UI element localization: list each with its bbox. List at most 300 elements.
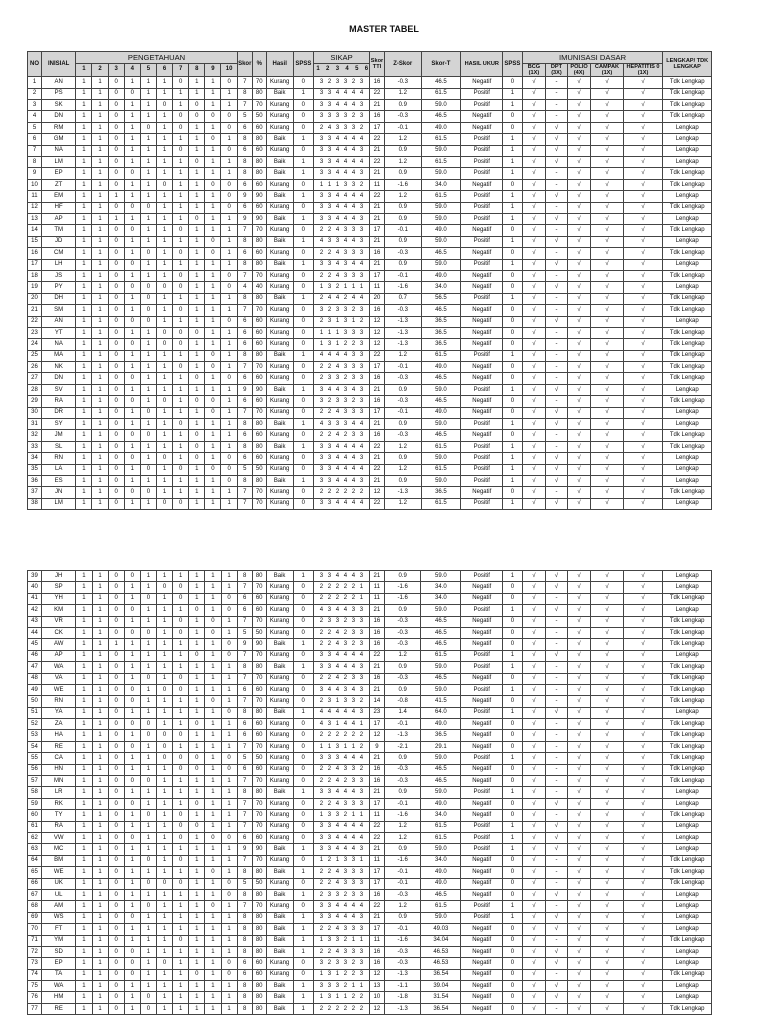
pengetahuan-cell: 1 bbox=[157, 616, 173, 627]
hepatitis-cell: √ bbox=[623, 730, 663, 741]
skor-tti-cell: 22 bbox=[369, 901, 384, 912]
pengetahuan-cell: 1 bbox=[189, 707, 205, 718]
pengetahuan-cell: 1 bbox=[205, 662, 221, 673]
pengetahuan-cell: 1 bbox=[140, 475, 156, 486]
sikap-cell: 3 bbox=[327, 375, 332, 382]
hepatitis-cell: √ bbox=[623, 832, 663, 843]
pengetahuan-cell: 1 bbox=[76, 1003, 92, 1014]
sikap-cell: 3 bbox=[359, 386, 364, 393]
pengetahuan-cell: 1 bbox=[124, 327, 140, 338]
spss2-cell: 1 bbox=[503, 157, 522, 168]
skort-cell: 59.0 bbox=[421, 259, 461, 270]
skor-cell: 6 bbox=[237, 248, 252, 259]
lengkap-cell: Tdk Lengkap bbox=[663, 327, 712, 338]
skor-tti-cell: 16 bbox=[369, 373, 384, 384]
col-lengkap-header: LENGKAP/ TDK LENGKAP bbox=[663, 52, 712, 77]
hepatitis-cell: √ bbox=[623, 582, 663, 593]
sikap-cell: 4 bbox=[343, 914, 348, 921]
pengetahuan-cell: 1 bbox=[173, 236, 189, 247]
pengetahuan-cell: 1 bbox=[156, 77, 172, 88]
sikap-cell: 1 bbox=[335, 329, 340, 336]
sikap-cells bbox=[314, 202, 370, 213]
pengetahuan-cell: 0 bbox=[108, 362, 124, 373]
skor-tti-cell: 16 bbox=[369, 396, 384, 407]
sikap-cell: 1 bbox=[335, 697, 340, 704]
sikap-cells bbox=[313, 684, 369, 695]
percent-cell: 70 bbox=[252, 776, 266, 787]
sikap-cell: 1 bbox=[359, 982, 364, 989]
sikap-cell: 2 bbox=[335, 1005, 340, 1012]
zskor-cell: -0.3 bbox=[384, 639, 421, 650]
pengetahuan-cell: 0 bbox=[108, 673, 124, 684]
sikap-cell: 3 bbox=[335, 959, 340, 966]
hasil-ukur-cell: Positif bbox=[461, 498, 503, 509]
dpt-cell: - bbox=[546, 741, 568, 752]
pengetahuan-cell: 0 bbox=[108, 821, 124, 832]
skort-cell: 59.0 bbox=[421, 202, 461, 213]
sikap-cell: 3 bbox=[359, 397, 364, 404]
sikap-cell: 3 bbox=[343, 306, 348, 313]
sikap-cell: 3 bbox=[335, 306, 340, 313]
pengetahuan-cell: 1 bbox=[157, 969, 173, 980]
row-no: 55 bbox=[28, 753, 42, 764]
pengetahuan-cell: 1 bbox=[124, 464, 140, 475]
pengetahuan-cell: 0 bbox=[108, 464, 124, 475]
pengetahuan-cell: 0 bbox=[108, 384, 124, 395]
pengetahuan-cell: 0 bbox=[189, 100, 205, 111]
lengkap-cell: Tdk Lengkap bbox=[663, 179, 712, 190]
spss-cell: 1 bbox=[293, 134, 313, 145]
pengetahuan-cell: 1 bbox=[140, 134, 156, 145]
spss2-cell: 0 bbox=[503, 77, 522, 88]
pengetahuan-cell: 1 bbox=[92, 396, 108, 407]
table-row bbox=[28, 764, 712, 775]
pengetahuan-cell: 1 bbox=[124, 650, 140, 661]
skor-tti-cell: 22 bbox=[369, 498, 384, 509]
bcg-cell: √ bbox=[522, 764, 546, 775]
table-row bbox=[28, 134, 712, 145]
row-no: 73 bbox=[28, 958, 42, 969]
pengetahuan-cell: 0 bbox=[173, 684, 189, 695]
campak-cell: √ bbox=[591, 901, 623, 912]
skor-tti-cell: 16 bbox=[369, 627, 384, 638]
sikap-cell: 4 bbox=[335, 409, 340, 416]
pengetahuan-cell: 1 bbox=[140, 77, 156, 88]
sikap-cell: 2 bbox=[327, 800, 332, 807]
pengetahuan-cell: 1 bbox=[205, 270, 221, 281]
sikap-cell: 4 bbox=[343, 101, 348, 108]
pengetahuan-cell: 1 bbox=[140, 384, 156, 395]
sikap-cell: 4 bbox=[351, 834, 356, 841]
dpt-cell: √ bbox=[546, 889, 568, 900]
sikap-cell: 4 bbox=[335, 443, 340, 450]
sikap-cells bbox=[314, 498, 370, 509]
row-inisial: WE bbox=[41, 867, 75, 878]
polio-cell: √ bbox=[567, 707, 591, 718]
zskor-cell: -0.3 bbox=[384, 776, 421, 787]
pengetahuan-cell: 1 bbox=[221, 992, 237, 1003]
polio-cell: √ bbox=[567, 650, 591, 661]
sikap-cell: 3 bbox=[319, 113, 324, 120]
pengetahuan-cell: 1 bbox=[156, 419, 172, 430]
pengetahuan-cell: 1 bbox=[140, 741, 156, 752]
spss-cell: 0 bbox=[293, 730, 313, 741]
sikap-cells bbox=[313, 855, 369, 866]
sikap-cell: 3 bbox=[319, 215, 324, 222]
bcg-cell: √ bbox=[522, 396, 546, 407]
zskor-cell: -1.3 bbox=[385, 339, 422, 350]
sikap-cell: 3 bbox=[319, 663, 324, 670]
sikap-cell: 4 bbox=[343, 454, 348, 461]
pengetahuan-cell: 1 bbox=[156, 122, 172, 133]
pengetahuan-cell: 0 bbox=[173, 362, 189, 373]
lengkap-cell: Tdk Lengkap bbox=[663, 339, 712, 350]
pengetahuan-cell: 1 bbox=[221, 350, 237, 361]
spss2-cell: 1 bbox=[503, 498, 522, 509]
polio-cell: √ bbox=[567, 696, 591, 707]
sikap-cell: 3 bbox=[343, 641, 348, 648]
hepatitis-cell: √ bbox=[623, 270, 663, 281]
skor-tti-cell: 16 bbox=[369, 305, 384, 316]
skort-cell: 49.0 bbox=[421, 362, 461, 373]
sikap-cell: 3 bbox=[351, 181, 356, 188]
sikap-cell: 4 bbox=[335, 834, 340, 841]
sikap-cell: 3 bbox=[359, 868, 364, 875]
hasil-ukur-cell: Negatif bbox=[461, 764, 503, 775]
sikap-cell: 3 bbox=[359, 272, 364, 279]
zskor-cell: -1.1 bbox=[384, 981, 421, 992]
row-inisial: VA bbox=[41, 673, 75, 684]
pengetahuan-cell: 1 bbox=[140, 88, 156, 99]
pengetahuan-cell: 1 bbox=[205, 878, 221, 889]
pengetahuan-cell: 1 bbox=[76, 593, 92, 604]
pengetahuan-cell: 0 bbox=[108, 293, 124, 304]
pengetahuan-cell: 1 bbox=[76, 236, 92, 247]
hasil-ukur-cell: Negatif bbox=[461, 639, 503, 650]
pengetahuan-cell: 0 bbox=[221, 77, 237, 88]
pengetahuan-cell: 1 bbox=[76, 430, 92, 441]
sikap-cells bbox=[313, 616, 369, 627]
pengetahuan-cell: 0 bbox=[205, 464, 221, 475]
sikap-cell: 3 bbox=[327, 477, 332, 484]
pengetahuan-cell: 1 bbox=[221, 571, 237, 582]
lengkap-cell: Tdk Lengkap bbox=[663, 593, 712, 604]
pengetahuan-cell: 0 bbox=[140, 282, 156, 293]
row-no: 18 bbox=[28, 270, 42, 281]
sikap-cell: 2 bbox=[319, 777, 324, 784]
row-no: 49 bbox=[28, 684, 42, 695]
pengetahuan-cell: 1 bbox=[221, 248, 237, 259]
sikap-cells bbox=[313, 707, 369, 718]
pengetahuan-cell: 1 bbox=[173, 441, 189, 452]
zskor-cell: 0.9 bbox=[385, 259, 422, 270]
skor-tti-cell: 13 bbox=[369, 981, 384, 992]
pengetahuan-cell: 1 bbox=[189, 236, 205, 247]
zskor-cell: -0.3 bbox=[385, 373, 422, 384]
pengetahuan-cell: 1 bbox=[92, 419, 108, 430]
spss2-cell: 1 bbox=[503, 605, 522, 616]
campak-cell: √ bbox=[591, 707, 623, 718]
row-no: 39 bbox=[28, 571, 42, 582]
pengetahuan-cell: 0 bbox=[108, 616, 124, 627]
campak-cell: √ bbox=[591, 100, 623, 111]
hasil-cell: Baik bbox=[266, 441, 293, 452]
dpt-cell: √ bbox=[546, 419, 568, 430]
dpt-cell: - bbox=[546, 111, 568, 122]
pengetahuan-cell: 0 bbox=[221, 191, 237, 202]
pengetahuan-cell: 0 bbox=[221, 270, 237, 281]
pengetahuan-cell: 1 bbox=[205, 202, 221, 213]
pengetahuan-cell: 1 bbox=[205, 673, 221, 684]
sikap-cell: 2 bbox=[319, 295, 324, 302]
pengetahuan-cell: 0 bbox=[189, 396, 205, 407]
skort-cell: 49.0 bbox=[421, 878, 461, 889]
spss-cell: 1 bbox=[293, 214, 313, 225]
pengetahuan-cell: 0 bbox=[189, 157, 205, 168]
polio-cell: √ bbox=[567, 191, 591, 202]
sikap-cells bbox=[314, 305, 370, 316]
pengetahuan-cell: 1 bbox=[124, 270, 140, 281]
sikap-cell: 3 bbox=[335, 811, 340, 818]
bcg-cell: √ bbox=[522, 157, 546, 168]
sikap-cell: 3 bbox=[327, 994, 332, 1001]
spss2-cell: 1 bbox=[503, 684, 522, 695]
skort-cell: 36.5 bbox=[421, 327, 461, 338]
sikap-cell: 2 bbox=[335, 595, 340, 602]
percent-cell: 70 bbox=[252, 77, 266, 88]
pengetahuan-cell: 1 bbox=[189, 901, 205, 912]
dpt-cell: - bbox=[546, 730, 568, 741]
row-inisial: RN bbox=[41, 453, 75, 464]
row-inisial: WA bbox=[41, 662, 75, 673]
pengetahuan-cell: 0 bbox=[108, 924, 124, 935]
pengetahuan-cell: 1 bbox=[205, 639, 221, 650]
sikap-cell: 3 bbox=[327, 811, 332, 818]
pengetahuan-cell: 0 bbox=[108, 810, 124, 821]
polio-cell: √ bbox=[567, 145, 591, 156]
pengetahuan-cell: 1 bbox=[189, 305, 205, 316]
skor-tti-cell: 21 bbox=[369, 168, 384, 179]
sikap-cell: 4 bbox=[359, 420, 364, 427]
hepatitis-cell: √ bbox=[623, 168, 663, 179]
pengetahuan-cell: 0 bbox=[140, 293, 156, 304]
polio-cell: √ bbox=[567, 662, 591, 673]
table-row bbox=[28, 889, 712, 900]
pengetahuan-cell: 0 bbox=[173, 821, 189, 832]
sikap-cell: 2 bbox=[319, 375, 324, 382]
hasil-cell: Kurang bbox=[266, 878, 293, 889]
col-skort-header: Skor-T bbox=[421, 52, 461, 77]
hasil-cell: Baik bbox=[266, 236, 293, 247]
pengetahuan-cell: 1 bbox=[140, 924, 156, 935]
pengetahuan-cell: 0 bbox=[189, 753, 205, 764]
spss-cell: 1 bbox=[293, 707, 313, 718]
pengetahuan-cell: 1 bbox=[189, 810, 205, 821]
zskor-cell: -0.3 bbox=[385, 111, 422, 122]
hepatitis-cell: √ bbox=[623, 373, 663, 384]
campak-cell: √ bbox=[591, 327, 623, 338]
pengetahuan-cell: 0 bbox=[108, 157, 124, 168]
pengetahuan-cell: 0 bbox=[205, 362, 221, 373]
polio-cell: √ bbox=[567, 673, 591, 684]
sikap-cell: 4 bbox=[335, 663, 340, 670]
pengetahuan-cell: 1 bbox=[124, 981, 140, 992]
pengetahuan-cell: 1 bbox=[173, 202, 189, 213]
sikap-cell: 4 bbox=[343, 147, 348, 154]
hasil-cell: Kurang bbox=[266, 958, 293, 969]
sikap-cell: 2 bbox=[359, 124, 364, 131]
hasil-cell: Kurang bbox=[266, 305, 293, 316]
sikap-cell: 3 bbox=[351, 880, 356, 887]
percent-cell: 90 bbox=[252, 214, 266, 225]
skor-tti-cell: 21 bbox=[369, 912, 384, 923]
campak-cell: √ bbox=[591, 992, 623, 1003]
hasil-ukur-cell: Negatif bbox=[461, 282, 503, 293]
lengkap-cell: Lengkap bbox=[663, 259, 712, 270]
sikap-cells bbox=[313, 981, 369, 992]
percent-cell: 70 bbox=[252, 362, 266, 373]
pengetahuan-cell: 1 bbox=[173, 696, 189, 707]
sikap-cell: 3 bbox=[359, 101, 364, 108]
pengetahuan-cell: 1 bbox=[92, 362, 108, 373]
pengetahuan-cell: 1 bbox=[205, 88, 221, 99]
hepatitis-cell: √ bbox=[623, 593, 663, 604]
pengetahuan-cell: 1 bbox=[189, 878, 205, 889]
sikap-cells bbox=[314, 214, 370, 225]
zskor-cell: -0.1 bbox=[385, 407, 422, 418]
hepatitis-cell: √ bbox=[623, 741, 663, 752]
pengetahuan-cell: 1 bbox=[76, 935, 92, 946]
sikap-cell: 4 bbox=[335, 432, 340, 439]
pengetahuan-cell: 0 bbox=[173, 855, 189, 866]
pengetahuan-cell: 1 bbox=[221, 798, 237, 809]
pengetahuan-cell: 1 bbox=[92, 214, 108, 225]
spss2-cell: 0 bbox=[503, 248, 522, 259]
pengetahuan-cell: 1 bbox=[92, 810, 108, 821]
dpt-cell: √ bbox=[546, 650, 568, 661]
sikap-cells bbox=[314, 191, 370, 202]
sikap-cells bbox=[314, 384, 370, 395]
hasil-ukur-cell: Negatif bbox=[461, 935, 503, 946]
zskor-cell: 0.9 bbox=[385, 384, 422, 395]
col-skor-tti-header: Skor TTI bbox=[369, 52, 384, 77]
bcg-cell: √ bbox=[522, 924, 546, 935]
sikap-cells bbox=[313, 958, 369, 969]
pengetahuan-cell: 0 bbox=[140, 992, 156, 1003]
sikap-cell: 2 bbox=[359, 766, 364, 773]
pengetahuan-cell: 1 bbox=[221, 396, 237, 407]
spss2-cell: 1 bbox=[503, 236, 522, 247]
pengetahuan-cell: 0 bbox=[108, 282, 124, 293]
sikap-cell: 3 bbox=[343, 697, 348, 704]
pengetahuan-cell: 1 bbox=[221, 696, 237, 707]
spss2-cell: 1 bbox=[503, 901, 522, 912]
sikap-cells bbox=[313, 901, 369, 912]
pengetahuan-cell: 1 bbox=[157, 593, 173, 604]
campak-cell: √ bbox=[591, 969, 623, 980]
table-row bbox=[28, 844, 712, 855]
sikap-cell: 1 bbox=[327, 743, 332, 750]
polio-cell: √ bbox=[567, 122, 591, 133]
hepatitis-cell: √ bbox=[623, 810, 663, 821]
pengetahuan-cell: 1 bbox=[189, 981, 205, 992]
pengetahuan-cell: 1 bbox=[221, 407, 237, 418]
sikap-cell: 4 bbox=[319, 709, 324, 716]
pengetahuan-cell: 1 bbox=[92, 753, 108, 764]
pengetahuan-cell: 1 bbox=[76, 639, 92, 650]
pengetahuan-cell: 1 bbox=[76, 696, 92, 707]
sikap-cell: 1 bbox=[335, 720, 340, 727]
skor-tti-cell: 21 bbox=[369, 605, 384, 616]
pengetahuan-cell: 1 bbox=[189, 134, 205, 145]
pengetahuan-cell: 0 bbox=[108, 270, 124, 281]
spss-cell: 0 bbox=[293, 616, 313, 627]
pengetahuan-cell: 1 bbox=[157, 821, 173, 832]
lengkap-cell: Lengkap bbox=[663, 924, 712, 935]
bcg-cell: √ bbox=[522, 707, 546, 718]
skor-cell: 9 bbox=[237, 844, 252, 855]
polio-cell: √ bbox=[567, 202, 591, 213]
skor-cell: 8 bbox=[237, 134, 252, 145]
skor-cell: 7 bbox=[237, 582, 252, 593]
spss2-cell: 0 bbox=[503, 305, 522, 316]
skor-cell: 7 bbox=[237, 498, 252, 509]
spss-cell: 0 bbox=[293, 696, 313, 707]
pengetahuan-cell: 0 bbox=[173, 593, 189, 604]
pengetahuan-cell: 1 bbox=[156, 270, 172, 281]
sikap-cell: 3 bbox=[327, 903, 332, 910]
pengetahuan-cell: 0 bbox=[108, 571, 124, 582]
skor-tti-cell: 11 bbox=[369, 593, 384, 604]
pengetahuan-cell: 1 bbox=[221, 912, 237, 923]
sikap-cell: 3 bbox=[319, 135, 324, 142]
pengetahuan-cell: 1 bbox=[76, 912, 92, 923]
sikap-cell: 2 bbox=[327, 249, 332, 256]
skor-tti-cell: 11 bbox=[369, 855, 384, 866]
pengetahuan-cell: 1 bbox=[76, 202, 92, 213]
pengetahuan-cell: 1 bbox=[173, 798, 189, 809]
pengetahuan-cell: 0 bbox=[189, 111, 205, 122]
table-row bbox=[28, 605, 712, 616]
pengetahuan-cell: 1 bbox=[140, 684, 156, 695]
bcg-cell: √ bbox=[522, 282, 546, 293]
table-row bbox=[28, 316, 712, 327]
sikap-cell: 3 bbox=[343, 249, 348, 256]
pengetahuan-cell: 1 bbox=[157, 855, 173, 866]
pengetahuan-cell: 1 bbox=[173, 407, 189, 418]
pengetahuan-cell: 1 bbox=[140, 867, 156, 878]
row-inisial: NA bbox=[41, 145, 75, 156]
pengetahuan-cell: 0 bbox=[173, 282, 189, 293]
sikap-cell: 2 bbox=[319, 732, 324, 739]
sikap-cell: 3 bbox=[359, 170, 364, 177]
hepatitis-cell: √ bbox=[623, 327, 663, 338]
row-no: 5 bbox=[28, 122, 42, 133]
row-no: 63 bbox=[28, 844, 42, 855]
sikap-cell: 2 bbox=[319, 489, 324, 496]
sikap-cell: 3 bbox=[327, 572, 332, 579]
table-row bbox=[28, 419, 712, 430]
skor-cell: 5 bbox=[237, 878, 252, 889]
percent-cell: 70 bbox=[252, 487, 266, 498]
skor-cell: 7 bbox=[237, 810, 252, 821]
pengetahuan-cell: 1 bbox=[189, 616, 205, 627]
pengetahuan-cell: 0 bbox=[205, 248, 221, 259]
pengetahuan-cell: 1 bbox=[92, 946, 108, 957]
pengetahuan-cell: 1 bbox=[92, 673, 108, 684]
dpt-cell: - bbox=[546, 441, 568, 452]
lengkap-cell: Tdk Lengkap bbox=[663, 969, 712, 980]
